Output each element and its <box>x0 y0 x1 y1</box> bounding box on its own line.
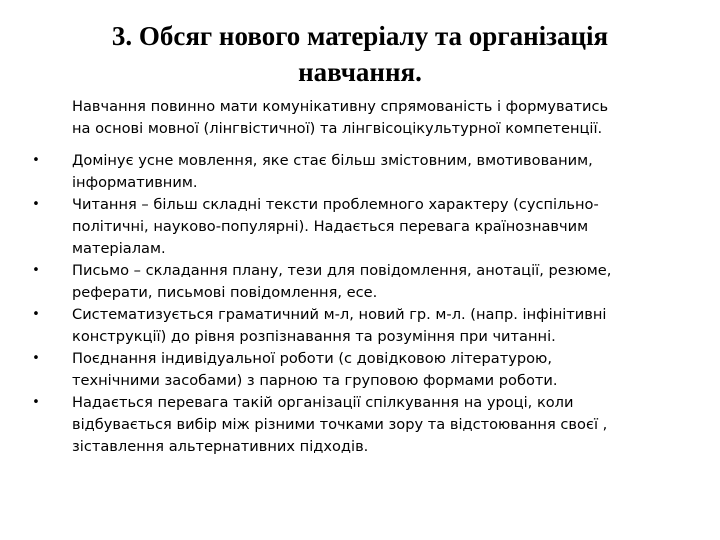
bullet-line: зіставлення альтернативних підходів. <box>72 438 369 455</box>
bullet-line: відбувається вибір між різними точками зору та відстоювання своєї , <box>72 416 608 433</box>
bullet-icon: • <box>32 153 40 168</box>
bullet-item <box>30 392 690 458</box>
bullet-line: Систематизується граматичний м-л, новий гр. м-л. (напр. інфінітивні <box>72 306 607 323</box>
slide-title <box>40 18 680 90</box>
bullet-item <box>30 348 690 392</box>
intro-line: на основі мовної (лінгвістичної) та лінгвісоцікультурної компетенції. <box>72 120 603 137</box>
bullet-line: матеріалам. <box>72 240 166 257</box>
bullet-icon: • <box>32 307 40 322</box>
bullet-icon: • <box>32 197 40 212</box>
bullet-line: Поєднання індивідуальної роботи (с довідковою літературою, <box>72 350 552 367</box>
bullet-line: Читання – більш складні тексти проблемного характеру (суспільно- <box>72 196 599 213</box>
bullet-icon: • <box>32 351 40 366</box>
slide-title-line: 3. Обсяг нового матеріалу та організація <box>111 21 609 51</box>
bullet-line: Письмо – складання плану, тези для повідомлення, анотації, резюме, <box>72 262 612 279</box>
bullet-line: Надається перевага такій організації спілкування на уроці, коли <box>72 394 574 411</box>
slide-title-line: навчання. <box>298 57 422 87</box>
bullet-line: реферати, письмові повідомлення, есе. <box>72 284 378 301</box>
bullet-icon: • <box>32 395 40 410</box>
bullet-line: технічними засобами) з парною та груповою формами роботи. <box>72 372 558 389</box>
bullet-line: інформативним. <box>72 174 198 191</box>
intro-paragraph <box>72 96 687 140</box>
bullet-line: Домінує усне мовлення, яке стає більш змістовним, вмотивованим, <box>72 152 593 169</box>
bullet-icon: • <box>32 263 40 278</box>
bullet-list <box>30 150 690 458</box>
bullet-line: конструкції) до рівня розпізнавання та розуміння при читанні. <box>72 328 556 345</box>
bullet-line: політичні, науково-популярні). Надається перевага країнознавчим <box>72 218 589 235</box>
bullet-item <box>30 150 690 194</box>
bullet-item <box>30 194 690 260</box>
bullet-item <box>30 260 690 304</box>
bullet-item <box>30 304 690 348</box>
intro-line: Навчання повинно мати комунікативну спрямованість і формуватись <box>72 98 609 115</box>
